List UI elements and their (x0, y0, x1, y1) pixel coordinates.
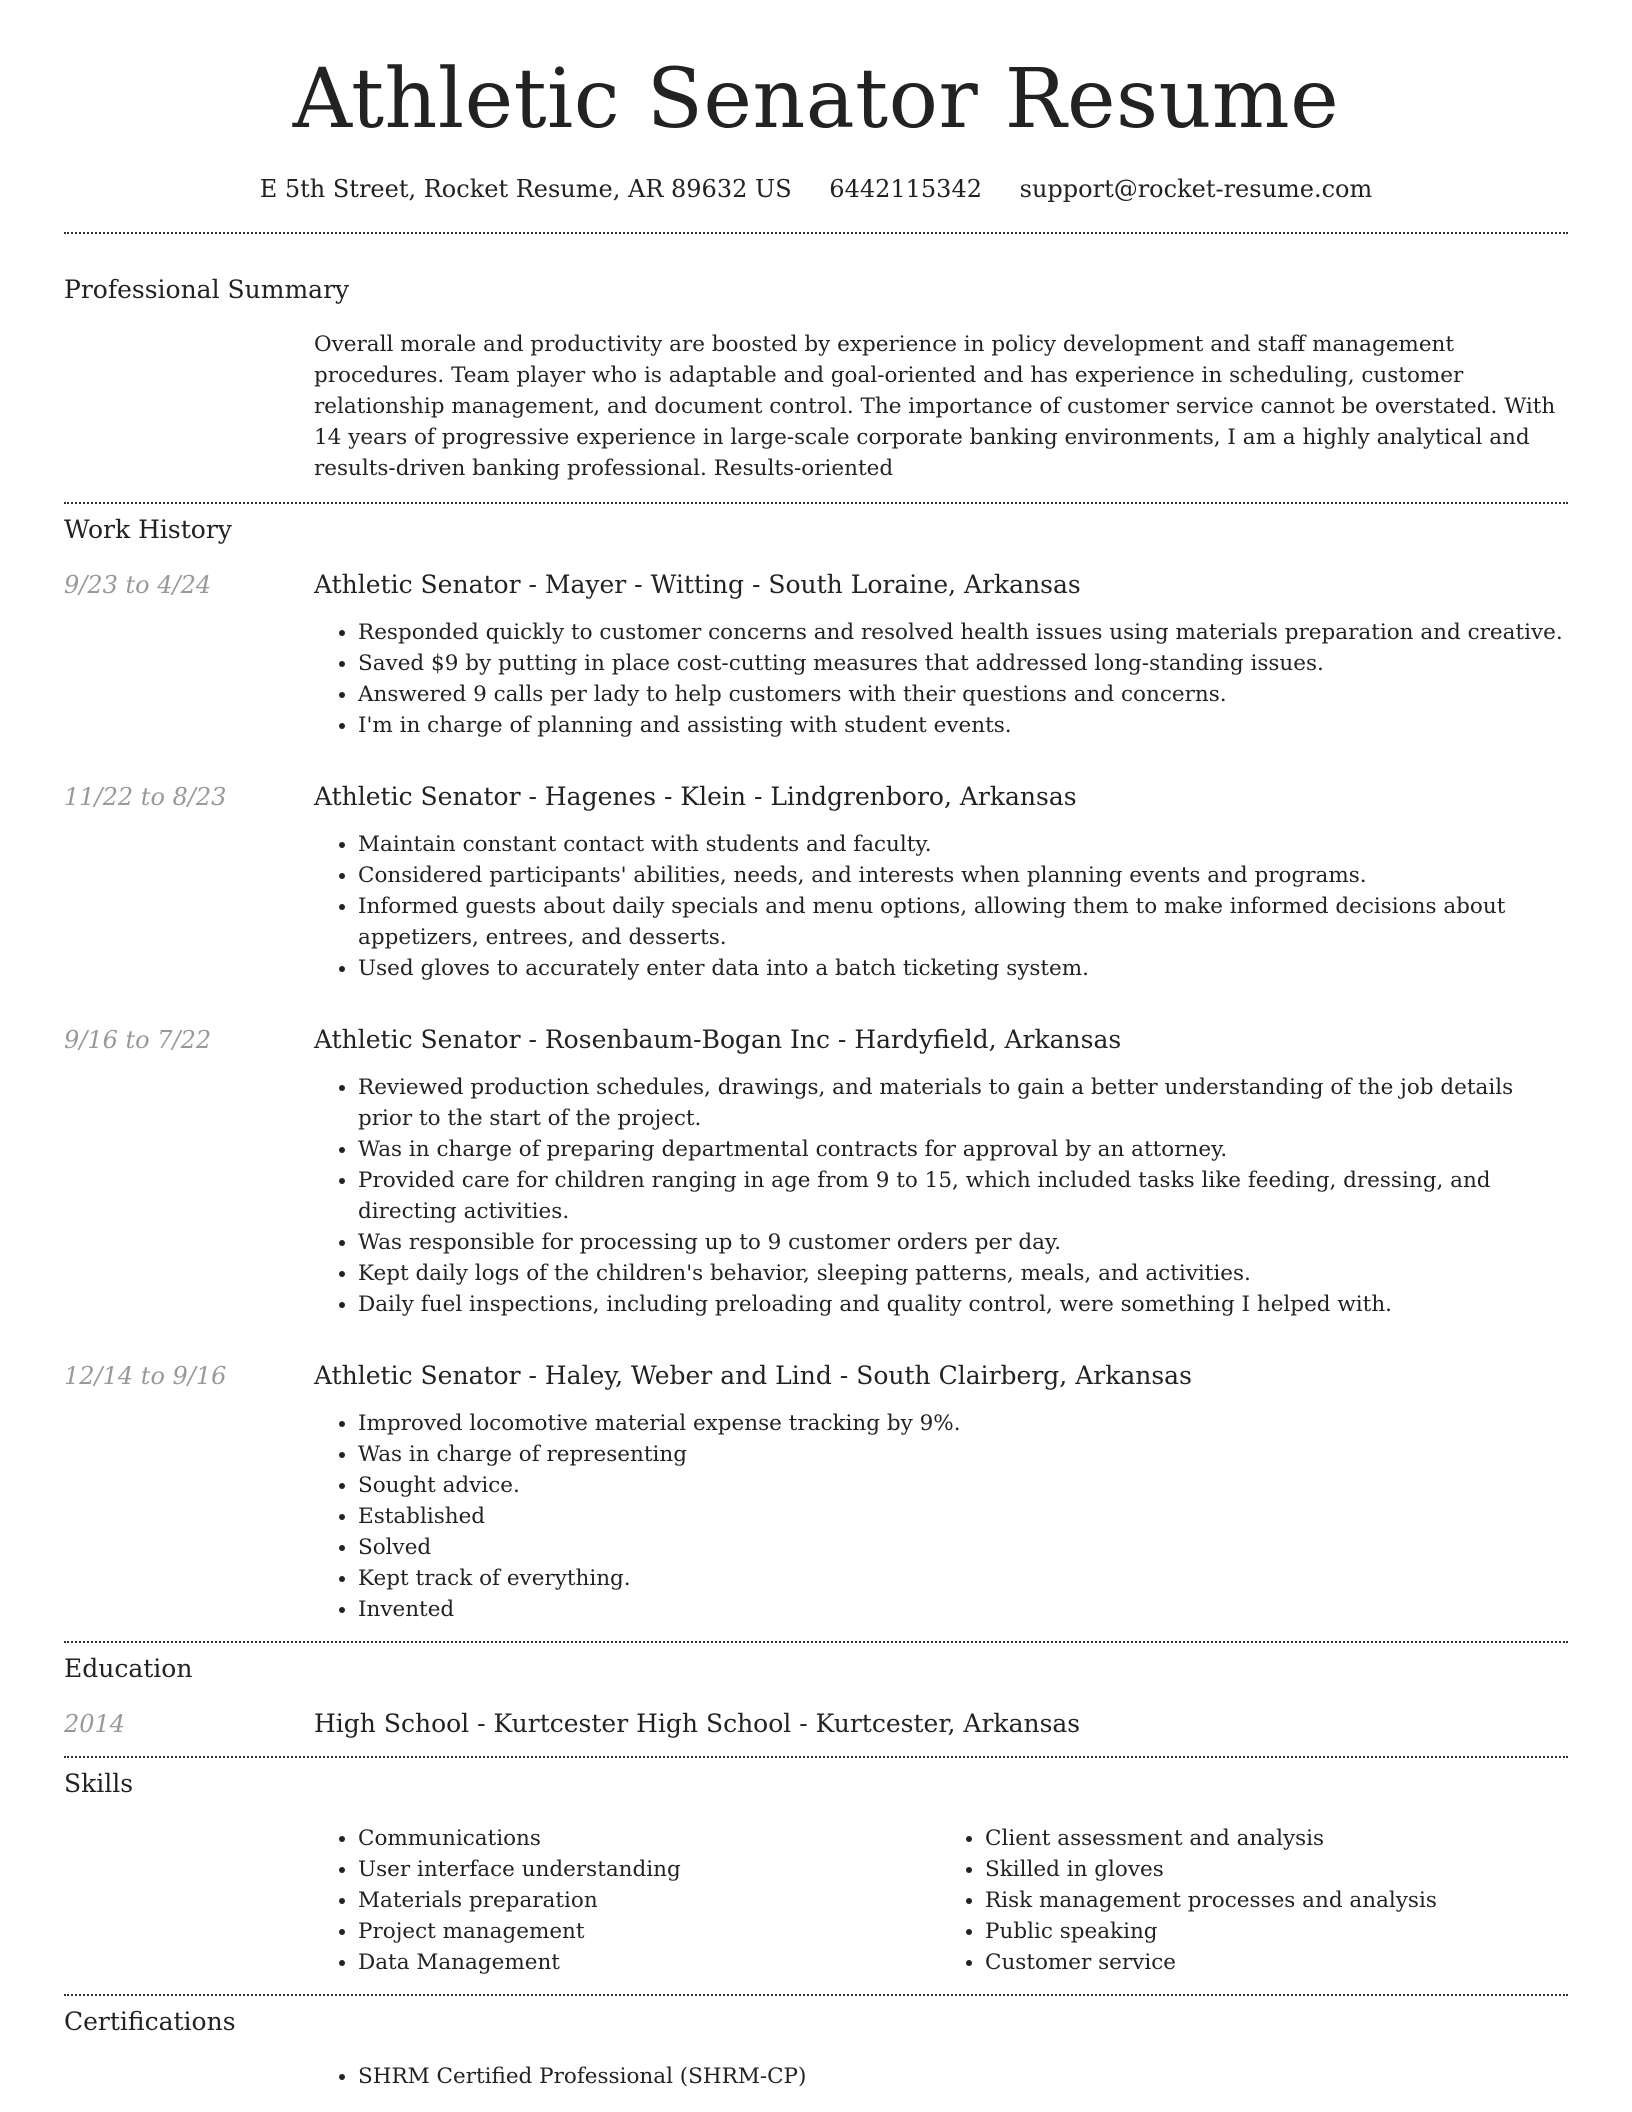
list-item: • Responded quickly to customer concerns and resolved health issues using materials preparation and creative. (358, 617, 1568, 648)
list-item: • Communications (358, 1823, 941, 1854)
list-item: • Improved locomotive material expense tracking by 9%. (358, 1408, 1568, 1439)
email: support@rocket-resume.com (1019, 175, 1373, 203)
work-history-section (64, 514, 1568, 1625)
resume-title: Athletic Senator Resume (292, 52, 1340, 147)
list-item: • Solved (358, 1532, 1568, 1563)
list-item: • I'm in charge of planning and assisting with student events. (358, 710, 1568, 741)
certifications-section (64, 2006, 1568, 2092)
job-title: Athletic Senator - Rosenbaum-Bogan Inc - Hardyfield, Arkansas (314, 1025, 1122, 1054)
job-entry (64, 1360, 1568, 1625)
job-title: Athletic Senator - Hagenes - Klein - Lindgrenboro, Arkansas (314, 782, 1077, 811)
certifications-list-wrap (314, 2061, 1568, 2092)
skills-section (64, 1768, 1568, 1978)
skills-grid (314, 1823, 1568, 1978)
list-item: • Data Management (358, 1947, 941, 1978)
list-item: • Invented (358, 1594, 1568, 1625)
job-bullets (314, 1408, 1568, 1625)
list-item: • Project management (358, 1916, 941, 1947)
education-year: 2014 (64, 1710, 126, 1738)
list-item: • Customer service (985, 1947, 1568, 1978)
list-item: • SHRM Certified Professional (SHRM-CP) (358, 2061, 1568, 2092)
certifications-list (314, 2061, 1568, 2092)
summary-text: Overall morale and productivity are boosted by experience in policy development and staff management procedures. Team player who is adaptable and goal-oriented and has experience in scheduling, customer relationship management, and document control. The importance of customer service cannot be overstated. With 14 years of progressive experience in large-scale corporate banking environments, I am a highly analytical and results-driven banking professional. Results-oriented (314, 332, 1556, 481)
list-item: • Provided care for children ranging in age from 9 to 15, which included tasks like feeding, dressing, and directing activities. (358, 1165, 1568, 1227)
job-bullets (314, 1072, 1568, 1320)
summary-section (64, 274, 1568, 484)
list-item: • Reviewed production schedules, drawings, and materials to gain a better understanding of the job details prior to the start of the project. (358, 1072, 1568, 1134)
list-item: • Public speaking (985, 1916, 1568, 1947)
list-item: • Answered 9 calls per lady to help customers with their questions and concerns. (358, 679, 1568, 710)
job-bullets (314, 617, 1568, 741)
job-entry (64, 781, 1568, 984)
list-item: • Was in charge of representing (358, 1439, 1568, 1470)
job-bullets (314, 829, 1568, 984)
list-item: • Maintain constant contact with students and faculty. (358, 829, 1568, 860)
section-title: Education (64, 1654, 193, 1683)
divider (64, 1641, 1568, 1643)
address: E 5th Street, Rocket Resume, AR 89632 US (259, 175, 792, 203)
list-item: • Used gloves to accurately enter data into a batch ticketing system. (358, 953, 1568, 984)
list-item: • Kept track of everything. (358, 1563, 1568, 1594)
list-item: • User interface understanding (358, 1854, 941, 1885)
contact-line (0, 174, 1632, 204)
list-item: • Sought advice. (358, 1470, 1568, 1501)
list-item: • Considered participants' abilities, needs, and interests when planning events and programs. (358, 860, 1568, 891)
list-item: • Kept daily logs of the children's behavior, sleeping patterns, meals, and activities. (358, 1258, 1568, 1289)
job-dates: 11/22 to 8/23 (64, 783, 227, 811)
list-item: • Was responsible for processing up to 9 customer orders per day. (358, 1227, 1568, 1258)
list-item: • Daily fuel inspections, including preloading and quality control, were something I helped with. (358, 1289, 1568, 1320)
list-item: • Risk management processes and analysis (985, 1885, 1568, 1916)
list-item: • Materials preparation (358, 1885, 941, 1916)
divider (64, 1994, 1568, 1996)
job-title: Athletic Senator - Haley, Weber and Lind - South Clairberg, Arkansas (314, 1361, 1192, 1390)
section-title: Certifications (64, 2007, 236, 2036)
section-title: Work History (64, 515, 232, 544)
skills-list-right (941, 1823, 1568, 1978)
list-item: • Established (358, 1501, 1568, 1532)
list-item: • Skilled in gloves (985, 1854, 1568, 1885)
list-item: • Was in charge of preparing departmental contracts for approval by an attorney. (358, 1134, 1568, 1165)
job-dates: 9/16 to 7/22 (64, 1026, 212, 1054)
list-item: • Informed guests about daily specials and menu options, allowing them to make informed decisions about appetizers, entrees, and desserts. (358, 891, 1568, 953)
job-entry (64, 569, 1568, 741)
list-item: • Saved $9 by putting in place cost-cutting measures that addressed long-standing issues. (358, 648, 1568, 679)
education-section (64, 1653, 1568, 1740)
divider (64, 1756, 1568, 1758)
section-title: Professional Summary (64, 275, 350, 304)
job-dates: 12/14 to 9/16 (64, 1362, 227, 1390)
education-degree: High School - Kurtcester High School - Kurtcester, Arkansas (314, 1709, 1081, 1738)
job-title: Athletic Senator - Mayer - Witting - South Loraine, Arkansas (314, 570, 1081, 599)
job-dates: 9/23 to 4/24 (64, 571, 212, 599)
skills-list-left (314, 1823, 941, 1978)
education-entry (64, 1708, 1568, 1740)
job-entry (64, 1024, 1568, 1320)
divider (64, 232, 1568, 234)
phone: 6442115342 (829, 175, 982, 203)
divider (64, 502, 1568, 504)
section-title: Skills (64, 1769, 134, 1798)
list-item: • Client assessment and analysis (985, 1823, 1568, 1854)
